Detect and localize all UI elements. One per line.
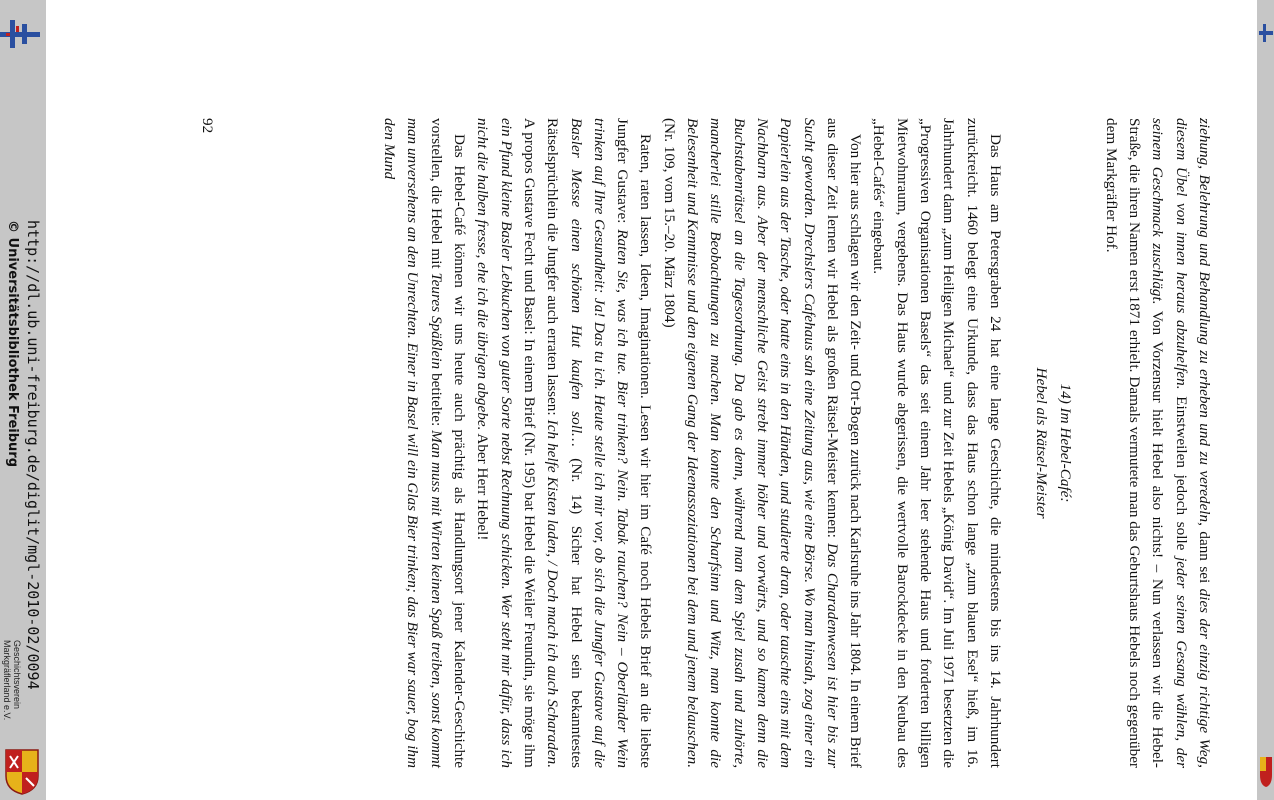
society-line1: Geschichtsverein	[12, 640, 22, 710]
text-run: Einstweilen jedoch solle	[1172, 389, 1190, 558]
society-label	[2, 640, 22, 720]
text-run: Raten, raten lassen, Ideen, Imaginationen. Lesen wir hier im Café noch Hebels Brief an die liebste Jungfer Gustave:	[614, 118, 655, 768]
italic-text-run: Teures Späßlein	[427, 272, 445, 370]
text-run: A propos Gustave Fecht und Basel: In einem Brief (Nr. 195) bat Hebel die Weiler Freundin, sie möge ihm	[520, 118, 538, 768]
section-heading-line2: Hebel als Rätsel-Meister	[1033, 367, 1051, 519]
section-heading-line1: 14) Im Hebel-Café:	[1056, 383, 1074, 503]
italic-text-run: Belehrung und Behandlung zu erheben und zu veredeln	[1196, 174, 1213, 523]
italic-text-run: Man muss mit Wirten keinen Spaß treiben, sonst kommt man unversehens an den Unrechten. Einer in Basel will ein Glas Bier trinken; das Bier war sauer, bog ihm den Mund	[381, 118, 445, 768]
text-column	[378, 118, 1216, 768]
society-line2: Markgräflerland e.V.	[2, 640, 12, 721]
footer-copyright: © Universitätsbibliothek Freiburg	[5, 220, 20, 468]
text-run: Aber Herr Hebel!	[474, 430, 492, 541]
text-run: Das Hebel-Café können wir uns heute auch prächtig als Handlungsort jener Kalender-Geschichte vorstellen, die Hebel mit	[427, 118, 469, 768]
viewer-right-gutter	[1257, 0, 1274, 800]
paragraph-4	[378, 118, 471, 768]
italic-text-run: Raten Sie, was ich tue. Bier trinken? Nein. Tabak rauchen? Nein – Oberländer Wein trinken auf Ihre Gesundheit: Ja! Das tu ich. Heute stelle ich mir vor, ob sich die Jungfer Gustave auf die Basler Messe einen schönen Hut kaufen soll…	[567, 118, 632, 768]
text-run: Von Vorzensur hielt Hebel also nichts! – Nun verlassen wir die Hebel-Straße, die ihren Namen erst 1871 erhielt. Damals vermutete man das Geburtshaus Hebels noch gegenüber dem Markgräfler Hof.	[1102, 118, 1167, 768]
italic-text-run: ein Pfund kleine Basler Lebkuchen von guter Sorte nebst Rechnung schicken. Wer steht mir dafür, dass ich nicht die halben fresse, ehe ich die übrigen abgebe.	[474, 118, 515, 768]
italic-text-run: Ich helfe Kisten laden, / Doch mach ich auch Scharaden.	[544, 419, 562, 769]
ub-freiburg-logo-icon	[0, 14, 40, 54]
paragraph-2	[657, 118, 867, 768]
markgraeflerland-crest-icon	[2, 748, 42, 796]
ub-freiburg-logo-icon	[1259, 22, 1273, 44]
footer-url[interactable]: http://dl.ub.uni-freiburg.de/diglit/mgl-2010-02/0094	[24, 220, 42, 690]
page-number: 92	[199, 118, 216, 134]
rotated-text-block	[176, 118, 1216, 768]
continuation-paragraph	[1100, 118, 1216, 768]
markgraeflerland-crest-icon	[1258, 755, 1274, 789]
italic-text-run: Das Charadenwesen ist hier bis zur Sucht geworden. Drechslers Cafehaus sah eine Zeitung aus, wie eine Börse. Wo man hinsah, zog einer ein Papierlein aus der Tasche, oder hatte eins in den Händen, und studierte dran, oder tauschte eins mit dem Nachbarn aus. Aber der menschliche Geist strebt immer höher und vorwärts, und so kamen denn die Buchstabenrätsel an die Tagesordnung. Da gab es denn, während man dem Spiel zusah und zuhörte, mancherlei stille Beobachtungen zu machen. Man konnte den Scharfsinn und Witz, man konnte die Belesenheit und Kenntnisse und den eigenen Gang der Ideenassoziationen bei dem und jenem belauschen.	[684, 118, 841, 768]
text-run: (Nr. 14) Sicher hat Hebel sein bekanntestes Rätselsprüchlein die Jungfer auch erraten lassen:	[544, 118, 585, 768]
text-run: (Nr. 109, vom 15.–20. März 1804)	[660, 118, 678, 328]
section-heading	[1030, 118, 1077, 768]
footer-citation	[5, 220, 42, 690]
italic-text-run: jeder seinen Gesang wählen, der seinem Geschmack zuschlägt.	[1149, 118, 1190, 768]
text-run: Das Haus am Petersgraben 24 hat eine lange Geschichte, die mindestens bis ins 14. Jahrhundert zurückreicht. 1460 belegt eine Urkunde, dass das Haus schon lange „zum blauen Esel“ hieß, im 16. Jahrhundert dann „zum Heiligen Michael“ und zur Zeit Hebels „König David“. Im Juli 1971 besetzten die „Progressiven Organisationen Basels“ das seit einem Jahr leer stehende Haus und forderten billigen Mietwohnraum, vergebens. Das Haus wurde abgerissen, die wertvolle Barockdecke in den Neubau des „Hebel-Cafés“ eingebaut.	[870, 118, 1004, 768]
paragraph-3	[471, 118, 657, 768]
text-run: , dann sei	[1196, 522, 1213, 589]
scanned-page	[46, 0, 1257, 800]
italic-text-run: dies der einzig richtige Weg, diesem Übel von innen heraus abzuhelfen.	[1172, 118, 1213, 768]
text-run: betitelte:	[427, 369, 445, 431]
paragraph-1	[867, 118, 1007, 768]
italic-text-run: ziehung,	[1196, 118, 1213, 175]
text-run: Von hier aus schlagen wir den Zeit- und Ort-Bogen zurück nach Karlsruhe ins Jahr 1804. In einem Brief aus dieser Zeit lernen wir Hebel als großen Rätsel-Meister kennen:	[823, 118, 865, 768]
